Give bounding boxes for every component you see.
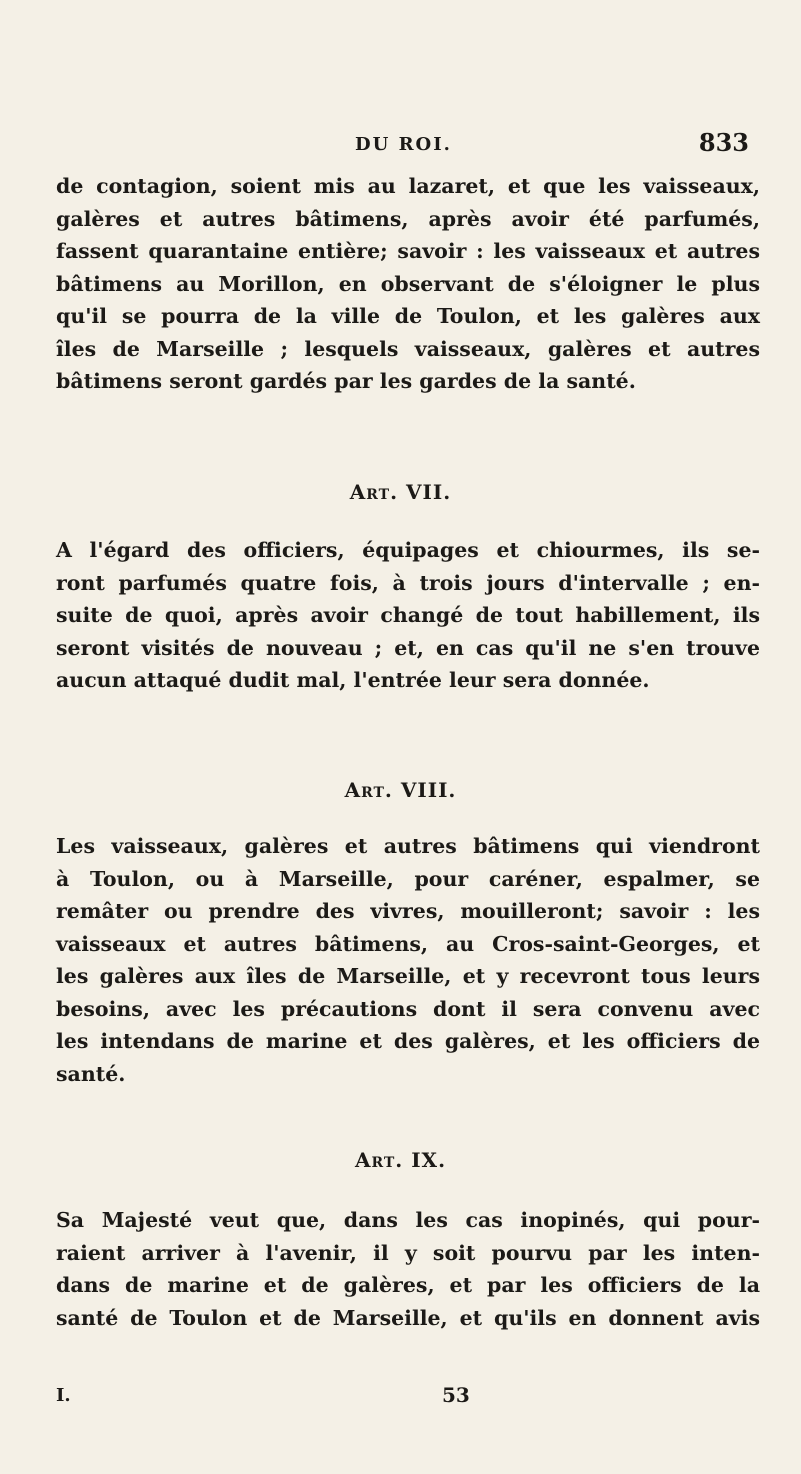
text-line: Sa Majesté veut que, dans les cas inopinés, qui pour- xyxy=(56,1208,760,1232)
paragraph-3 xyxy=(56,830,760,1090)
text-line: A l'égard des officiers, équipages et chiourmes, ils se- xyxy=(56,538,760,562)
text-line: dans de marine et de galères, et par les officiers de la xyxy=(56,1273,760,1297)
text-line: galères et autres bâtimens, après avoir été parfumés, xyxy=(56,206,760,231)
text-line: les galères aux îles de Marseille, et y recevront tous leurs xyxy=(56,964,760,988)
article-heading-viii xyxy=(0,778,801,802)
text-line: Les vaisseaux, galères et autres bâtimens qui viendront xyxy=(56,834,760,858)
article-heading-ix xyxy=(0,1148,801,1172)
text-line: bâtimens au Morillon, en observant de s'éloigner le plus xyxy=(56,271,760,296)
text-line: à Toulon, ou à Marseille, pour caréner, espalmer, se xyxy=(56,866,760,891)
heading-text: Art. VIII. xyxy=(344,778,457,802)
paragraph-4 xyxy=(56,1204,760,1334)
article-heading-vii xyxy=(0,480,801,504)
text-line: îles de Marseille ; lesquels vaisseaux, galères et autres xyxy=(56,336,760,361)
text-line: fassent quarantaine entière; savoir : les vaisseaux et autres xyxy=(56,239,760,263)
paragraph-1 xyxy=(56,170,760,398)
page-footer xyxy=(0,1385,801,1415)
running-head xyxy=(0,128,801,168)
text-line: santé. xyxy=(56,1061,126,1086)
text-line: qu'il se pourra de la ville de Toulon, et les galères aux xyxy=(56,304,760,328)
text-line: les intendans de marine et des galères, et les officiers de xyxy=(56,1029,760,1053)
text-line: suite de quoi, après avoir changé de tout habillement, ils xyxy=(56,603,760,627)
text-line: aucun attaqué dudit mal, l'entrée leur sera donnée. xyxy=(56,668,650,692)
signature-mark: I. xyxy=(56,1385,71,1406)
text-line: bâtimens seront gardés par les gardes de la santé. xyxy=(56,369,636,393)
text-line: vaisseaux et autres bâtimens, au Cros-saint-Georges, et xyxy=(56,931,760,956)
heading-text: Art. IX. xyxy=(354,1148,447,1172)
text-line: besoins, avec les précautions dont il sera convenu avec xyxy=(56,996,760,1021)
text-line: raient arriver à l'avenir, il y soit pourvu par les inten- xyxy=(56,1240,760,1265)
text-line: remâter ou prendre des vivres, mouilleront; savoir : les xyxy=(56,899,760,923)
text-line: ront parfumés quatre fois, à trois jours d'intervalle ; en- xyxy=(56,570,760,595)
page-number: 833 xyxy=(698,128,749,157)
text-line: santé de Toulon et de Marseille, et qu'ils en donnent avis xyxy=(56,1305,760,1330)
heading-text: Art. VII. xyxy=(349,480,452,504)
running-head-title: DU ROI. xyxy=(355,134,452,155)
paragraph-2 xyxy=(56,534,760,697)
gathering-number: 53 xyxy=(442,1383,470,1407)
text-line: de contagion, soient mis au lazaret, et que les vaisseaux, xyxy=(56,174,760,198)
text-line: seront visités de nouveau ; et, en cas qu'il ne s'en trouve xyxy=(56,635,760,660)
